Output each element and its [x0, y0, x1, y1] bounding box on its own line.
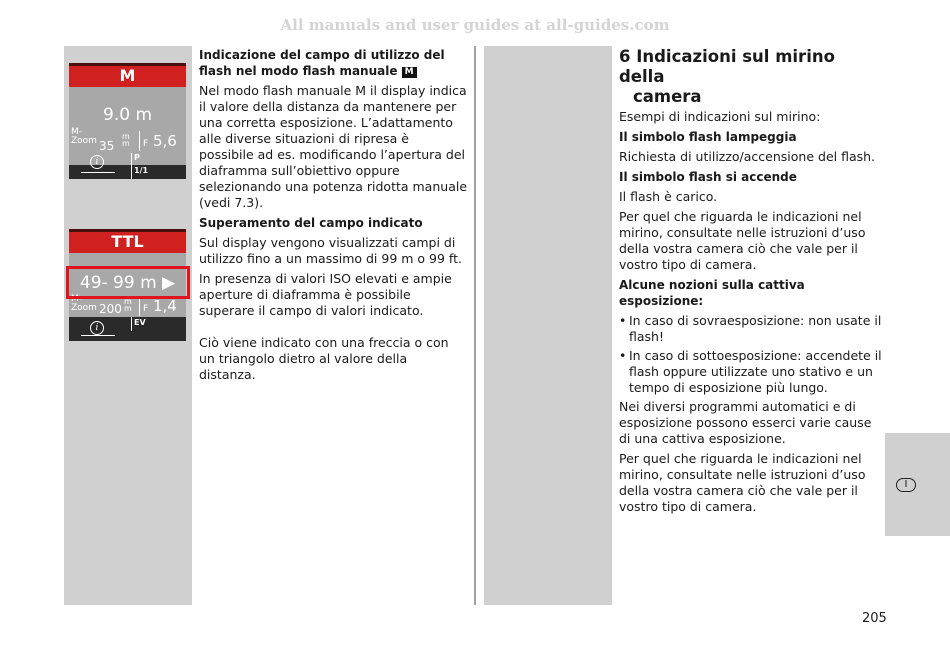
intro-text: Esempi di indicazioni sul mirino:	[619, 109, 821, 124]
paragraph-flash-blinks: Richiesta di utilizzo/accensione del flash.	[619, 149, 876, 164]
aperture-value: F 1,4	[143, 297, 177, 315]
power-label: 1/1	[134, 166, 149, 175]
section-title: 6 Indicazioni sul mirino della camera	[619, 47, 835, 106]
list-item: • In caso di sovraesposizione: non usate il flash!	[619, 313, 885, 345]
paragraph-arrow-indication: Ciò viene indicato con una freccia o con un triangolo dietro al valore della distanza.	[199, 335, 449, 382]
flash-display-manual	[69, 63, 186, 179]
paragraph-viewfinder-1: Per quel che riguarda le indicazioni nel mirino, consultate nelle istruzioni d’uso della vostra camera ciò che vale per il vostro tipo di camera.	[619, 209, 866, 272]
paragraph-iso: In presenza di valori ISO elevati e ampie aperture di diaframma è possibile superare il campo di valori indicato.	[199, 271, 452, 318]
segment-divider	[131, 317, 132, 331]
paragraph-manual: Nel modo flash manuale M il display indica il valore della distanza da mantenere per una corretta esposizione. L’adattamento alle diverse situazioni di ripresa è possibile ad es. modificando l’apertura del diaframma sull’obiettivo oppure selezionando una potenza ridotta manuale (vedi 7.3).	[199, 83, 468, 210]
mode-indicator: TTL	[69, 229, 186, 253]
zoom-value: 200	[99, 302, 122, 316]
zoom-unit: m m	[122, 132, 130, 148]
paragraph-viewfinder-2: Per quel che riguarda le indicazioni nel mirino, consultate nelle istruzioni d’uso della vostra camera ciò che vale per il vostro tipo di camera.	[619, 451, 866, 514]
segment-divider	[131, 153, 132, 179]
column-divider	[474, 46, 476, 605]
zoom-aperture-row	[69, 127, 186, 153]
mode-indicator: M	[69, 63, 186, 87]
info-icon: i	[90, 155, 104, 169]
info-icon: i	[90, 321, 104, 335]
distance-value: 49- 99 m ▶	[69, 269, 186, 297]
display-spacer	[69, 87, 186, 103]
divider	[139, 131, 140, 151]
heading-range-exceeded: Superamento del campo indicato	[199, 216, 423, 230]
ev-label: EV	[134, 318, 146, 327]
distance-value: 9.0 m	[69, 103, 186, 127]
paragraph-max-range: Sul display vengono visualizzati campi di utilizzo fino a un massimo di 99 m o 99 ft.	[199, 235, 462, 266]
status-bar	[69, 317, 186, 341]
left-text-column	[199, 47, 467, 387]
section-tab	[885, 433, 950, 536]
zoom-aperture-row	[69, 294, 186, 317]
zoom-label: M- Zoom	[71, 127, 97, 146]
list-item: • In caso di sottoesposizione: accendete il flash oppure utilizzate uno stativo e un tempo di esposizione più lungo.	[619, 348, 885, 396]
underline	[81, 335, 115, 336]
language-tab-label: I	[896, 478, 916, 492]
watermark: All manuals and user guides at all-guides.com	[280, 16, 670, 34]
arrow-right-icon: ▶	[162, 273, 176, 293]
exposure-list	[619, 313, 885, 396]
heading-manual-range: Indicazione del campo di utilizzo del flash nel modo flash manuale M	[199, 48, 445, 78]
heading-bad-exposure: Alcune nozioni sulla cattiva esposizione:	[619, 278, 805, 308]
paragraph-programs: Nei diversi programmi automatici e di esposizione possono esserci varie cause di una cattiva esposizione.	[619, 399, 872, 446]
heading-flash-blinks: Il simbolo flash lampeggia	[619, 130, 797, 144]
aperture-value: F 5,6	[143, 132, 177, 150]
zoom-label: M- Zoom	[71, 294, 97, 313]
heading-flash-on: Il simbolo flash si accende	[619, 170, 797, 184]
program-label: P	[134, 153, 140, 162]
zoom-value: 35	[99, 139, 115, 153]
right-text-column	[619, 47, 885, 519]
divider	[139, 298, 140, 316]
page-number: 205	[862, 611, 887, 626]
distance-highlight-box	[66, 266, 190, 299]
zoom-unit: m m	[124, 297, 132, 313]
manual-mode-badge: M	[402, 67, 417, 78]
status-bar	[69, 153, 186, 179]
middle-grey-column	[484, 46, 612, 605]
paragraph-flash-on: Il flash è carico.	[619, 189, 718, 204]
underline	[81, 172, 115, 173]
